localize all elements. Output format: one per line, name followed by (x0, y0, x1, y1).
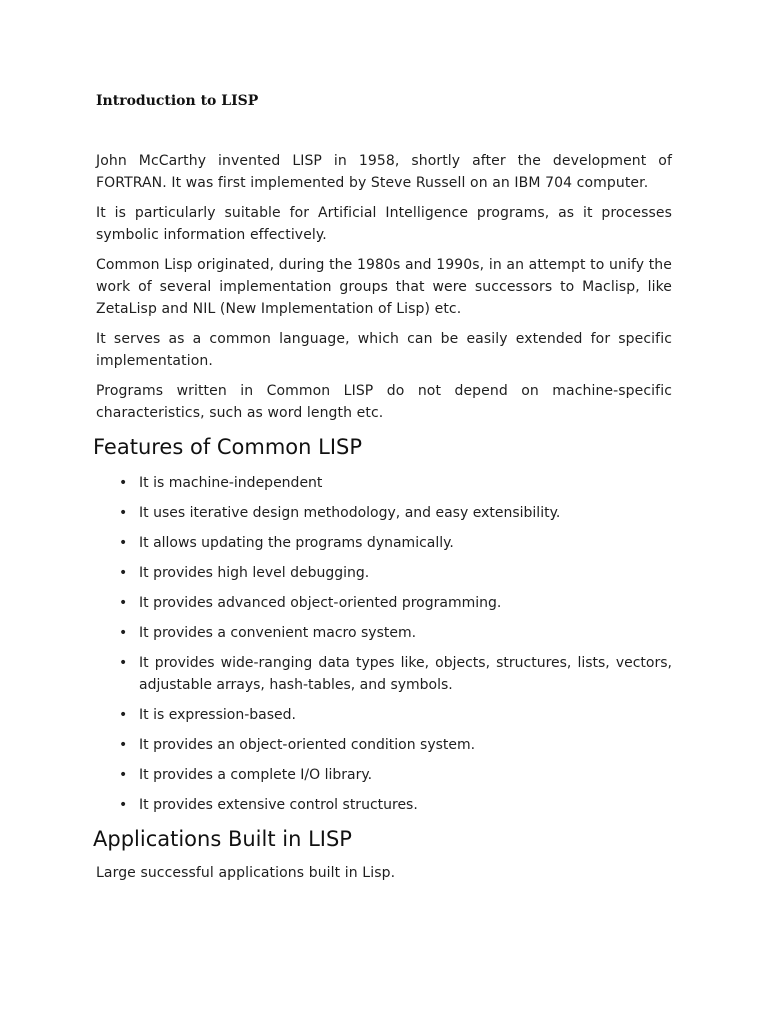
document-body (93, 90, 672, 892)
bullet-icon: • (119, 595, 128, 611)
feature-list-item (96, 704, 672, 726)
feature-text: It is expression-based. (139, 707, 296, 723)
feature-text: It provides high level debugging. (139, 565, 370, 581)
feature-text: It provides wide-ranging data types like, objects, structures, lists, vectors, adjustable arrays, hash-tables, and symbols. (139, 655, 672, 693)
feature-text: It allows updating the programs dynamically. (139, 535, 454, 551)
bullet-icon: • (119, 535, 128, 551)
feature-list-item (96, 794, 672, 816)
feature-text: It provides an object-oriented condition system. (139, 737, 476, 753)
feature-list-item (96, 472, 672, 494)
bullet-icon: • (119, 655, 128, 671)
feature-list-item (96, 652, 672, 696)
feature-list-item (96, 532, 672, 554)
feature-text: It provides advanced object-oriented programming. (139, 595, 502, 611)
bullet-icon: • (119, 797, 128, 813)
feature-list-item (96, 502, 672, 524)
feature-list-item (96, 622, 672, 644)
intro-paragraph: Programs written in Common LISP do not depend on machine-specific characteristics, such as word length etc. (96, 383, 672, 421)
bullet-icon: • (119, 565, 128, 581)
feature-text: It uses iterative design methodology, and easy extensibility. (139, 505, 561, 521)
feature-text: It provides a complete I/O library. (139, 767, 373, 783)
document-title: Introduction to LISP (96, 93, 259, 109)
feature-text: It is machine-independent (139, 475, 323, 491)
feature-text: It provides a convenient macro system. (139, 625, 417, 641)
introduction-section (96, 150, 672, 424)
bullet-icon: • (119, 737, 128, 753)
intro-paragraph: It is particularly suitable for Artificial Intelligence programs, as it processes symbolic information effectively. (96, 205, 672, 243)
features-heading: Features of Common LISP (93, 435, 363, 459)
features-list (96, 472, 672, 816)
bullet-icon: • (119, 767, 128, 783)
feature-text: It provides extensive control structures. (139, 797, 418, 813)
bullet-icon: • (119, 625, 128, 641)
applications-heading: Applications Built in LISP (93, 827, 352, 851)
bullet-icon: • (119, 505, 128, 521)
feature-list-item (96, 592, 672, 614)
intro-paragraph: Common Lisp originated, during the 1980s and 1990s, in an attempt to unify the work of several implementation groups that were successors to Maclisp, like ZetaLisp and NIL (New Implementation of Lisp) etc. (96, 257, 672, 317)
bullet-icon: • (119, 707, 128, 723)
feature-list-item (96, 562, 672, 584)
intro-paragraph: It serves as a common language, which can be easily extended for specific implementation. (96, 331, 672, 369)
feature-list-item (96, 764, 672, 786)
bullet-icon: • (119, 475, 128, 491)
intro-paragraph: John McCarthy invented LISP in 1958, shortly after the development of FORTRAN. It was first implemented by Steve Russell on an IBM 704 computer. (96, 153, 672, 191)
applications-paragraph: Large successful applications built in Lisp. (96, 865, 396, 881)
feature-list-item (96, 734, 672, 756)
